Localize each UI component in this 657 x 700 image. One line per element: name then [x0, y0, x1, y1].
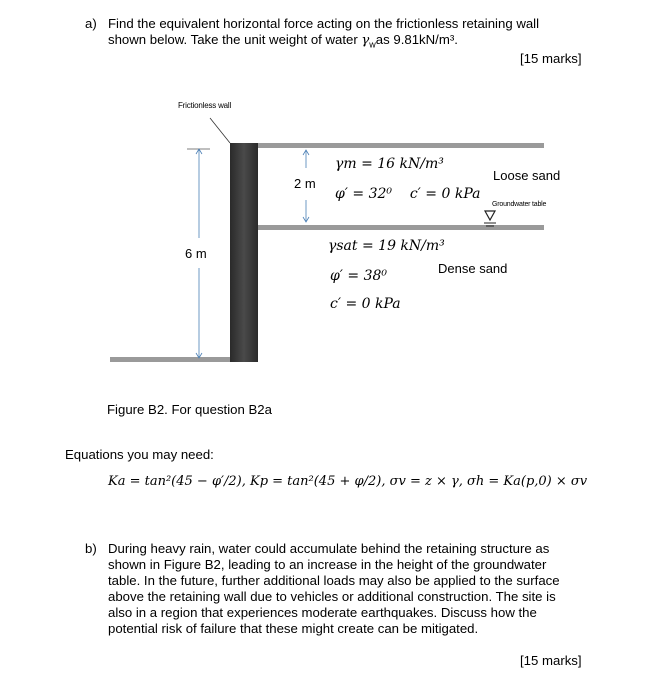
loose-sand-label: Loose sand	[493, 168, 561, 183]
dense-sand-cohesion: c′ = 0 kPa	[330, 296, 401, 312]
groundwater-label: Groundwater table	[492, 201, 547, 208]
part-a-label: a)	[85, 16, 97, 31]
dense-sand-friction-angle: φ′ = 38⁰	[330, 268, 388, 284]
part-b-marks: [15 marks]	[520, 653, 582, 668]
part-b-line: shown in Figure B2, leading to an increase in the height of the groundwater	[108, 557, 547, 572]
wall-label-arrow	[210, 118, 230, 143]
gamma-symbol: γ	[361, 33, 370, 48]
front-ground-line	[110, 357, 230, 362]
figure-caption: Figure B2. For question B2a	[107, 402, 272, 417]
dim-2m-label: 2 m	[294, 176, 316, 191]
part-b-line: above the retaining wall due to vehicles or additional construction. The site is	[108, 589, 556, 604]
equations-formula: Ka = tan²(45 − φ′/2), Kp = tan²(45 + φ/2), σv = z × γ, σh = Ka(p,0) × σv	[108, 474, 588, 489]
part-a-marks: [15 marks]	[520, 51, 582, 66]
ground-surface-line	[258, 143, 544, 148]
part-a-line-2-pre: shown below. Take the unit weight of water	[108, 32, 362, 47]
wall-label: Frictionless wall	[178, 101, 232, 110]
part-b-label: b)	[85, 541, 97, 556]
part-a-line-2-post: as 9.81kN/m³.	[375, 32, 458, 47]
dense-sand-label: Dense sand	[438, 261, 508, 276]
gamma-subscript: w	[369, 39, 376, 50]
groundwater-triangle-icon	[485, 211, 495, 220]
part-b-line: During heavy rain, water could accumulate behind the retaining structure as	[108, 541, 550, 556]
dim-6m-label: 6 m	[185, 246, 207, 261]
loose-sand-unit-weight: γm = 16 kN/m³	[335, 156, 444, 172]
dense-sand-unit-weight: γsat = 19 kN/m³	[328, 238, 445, 254]
layer-boundary-line	[258, 225, 544, 230]
equations-heading: Equations you may need:	[65, 447, 214, 462]
loose-sand-strength: φ′ = 32⁰ c′ = 0 kPa	[335, 186, 481, 202]
part-b-line: potential risk of failure that these might create can be mitigated.	[108, 621, 479, 636]
part-b-line: also in a region that experiences moderate earthquakes. Discuss how the	[108, 605, 537, 620]
part-b-line: table. In the future, further additional loads may also be applied to the surface	[108, 573, 560, 588]
retaining-wall	[230, 143, 258, 362]
part-b-text	[108, 541, 598, 637]
part-a-line-1: Find the equivalent horizontal force acting on the frictionless retaining wall	[108, 16, 540, 31]
